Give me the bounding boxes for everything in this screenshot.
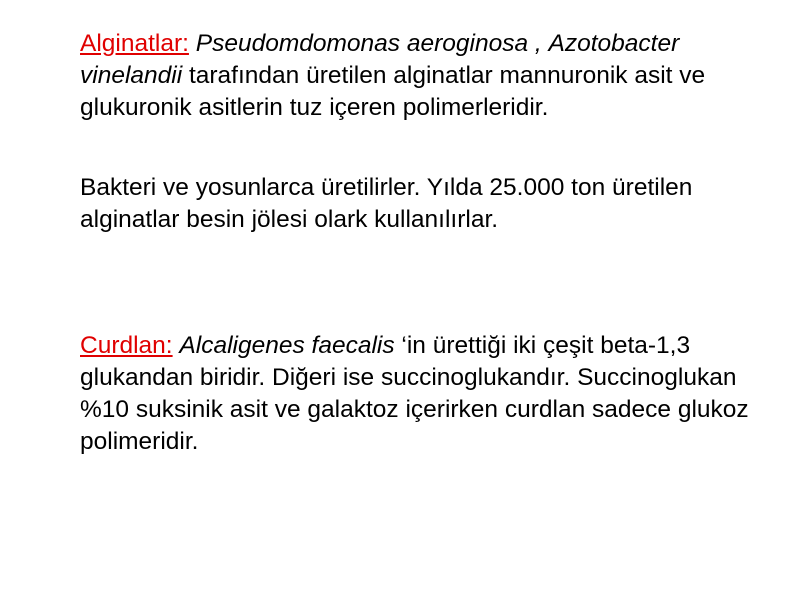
alginate-species-1: Pseudomdomonas aeroginosa , (195, 30, 542, 57)
alginate-text: tarafından üretilen alginatlar mannuronik asit ve glukuronik asitlerin tuz içeren polimerleridir. (80, 62, 706, 121)
alginate-species-2: Azotobacter vinelandii (80, 30, 680, 89)
alginate-term: Alginatlar: (80, 30, 189, 57)
alginate-paragraph (80, 28, 760, 124)
production-paragraph (80, 172, 760, 236)
production-text: Bakteri ve yosunlarca üretilirler. Yılda 25.000 ton üretilen alginatlar besin jölesi olark kullanılırlar. (80, 174, 693, 233)
curdlan-term: Curdlan: (80, 332, 173, 359)
curdlan-paragraph (80, 330, 760, 458)
curdlan-species: Alcaligenes faecalis (179, 332, 395, 359)
curdlan-text: ‘in ürettiği iki çeşit beta-1,3 glukandan biridir. Diğeri ise succinoglukandır. Succinoglukan %10 suksinik asit ve galaktoz içerirken curdlan sadece glukoz polimeridir. (80, 332, 749, 455)
